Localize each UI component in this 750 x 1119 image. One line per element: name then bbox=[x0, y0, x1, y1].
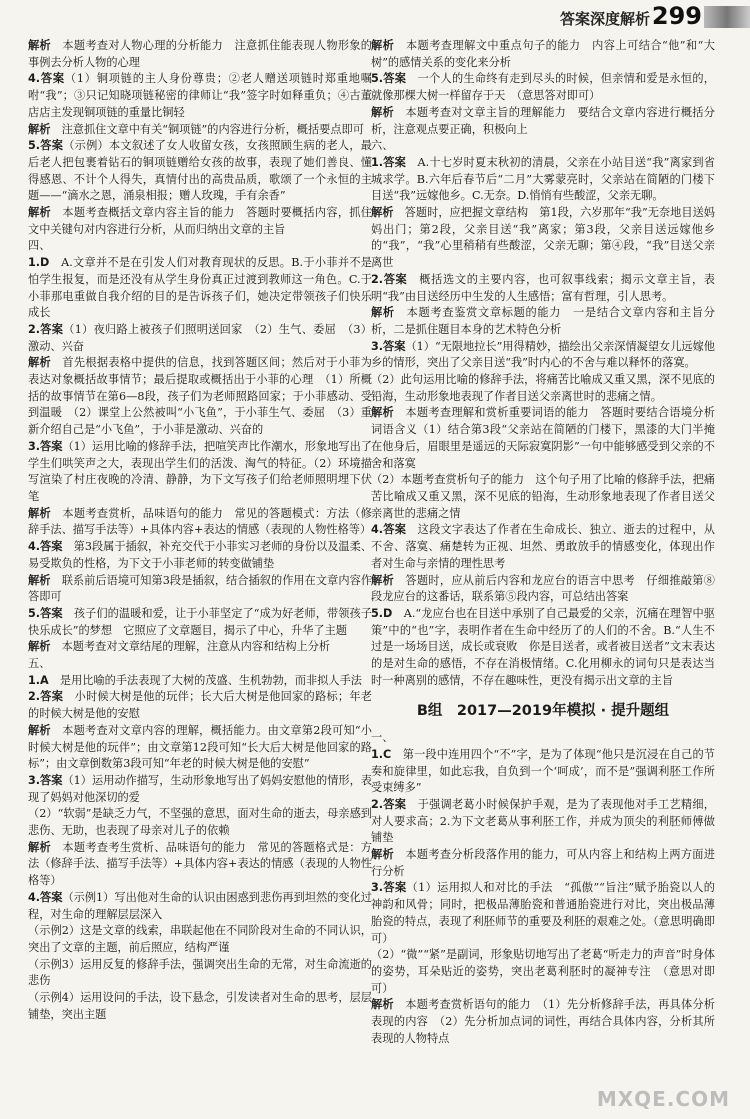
paragraph-text: 五、 bbox=[28, 657, 51, 671]
paragraph-text: 本题考查考生赏析、品味语句的能力 常见的答题格式是：方法（修辞手法、描写手法等）+具体内容+表达的情感（表现的人物性格等） bbox=[28, 840, 372, 888]
paragraph-lead: 3.答案 bbox=[28, 773, 63, 787]
paragraph-lead: 解析 bbox=[28, 122, 51, 136]
answer-paragraph bbox=[28, 923, 372, 956]
paragraph-text: （1）“无限地拉长”用得精妙，描绘出父亲深情凝望女儿远嫁他乡的情形，突出了父亲目送“我”时内心的不舍与难以释怀的落寞。 bbox=[371, 339, 715, 370]
answer-paragraph bbox=[28, 71, 372, 121]
answer-paragraph bbox=[28, 840, 372, 890]
paragraph-text: 本题考查对文章内容的理解，概括能力。由文章第2段可知“小时候大树是他的玩伴”；由文章第12段可知“长大后大树是他回家的路标”；由文章倒数第3段可知“年老的时候大树是他的安慰” bbox=[28, 723, 372, 771]
paragraph-text: 答题时，应把握文章结构 第1段，六岁那年“我”无奈地目送妈妈出门；第2段，父亲目送“我”离家；第3段，父亲目送远嫁他乡的“我”，“我”心里稍稍有些酸涩，父亲无聊；第④段，“我”目送父亲离世 bbox=[371, 206, 715, 270]
header-decoration bbox=[704, 6, 750, 28]
answer-paragraph bbox=[371, 573, 715, 606]
paragraph-lead: 2.答案 bbox=[28, 690, 64, 704]
paragraph-lead: 5.D bbox=[371, 606, 393, 620]
paragraph-lead: 解析 bbox=[28, 840, 51, 854]
paragraph-lead: 1.A bbox=[28, 673, 49, 687]
paragraph-text: 联系前后语境可知第3段是插叙，结合插叙的作用在文章内容作答即可 bbox=[28, 573, 372, 604]
paragraph-text: 小时候大树是他的玩伴；长大后大树是他回家的路标；年老的时候大树是他的安慰 bbox=[28, 690, 372, 721]
watermark-logo bbox=[550, 1051, 730, 1111]
paragraph-text: （1）夜归路上被孩子们照明送回家 （2）生气、委屈 （3）激动、兴奋 bbox=[28, 322, 372, 353]
answer-paragraph bbox=[28, 606, 372, 639]
paragraph-lead: 3.答案 bbox=[371, 339, 406, 353]
answer-paragraph bbox=[28, 355, 372, 439]
answer-paragraph bbox=[371, 339, 715, 372]
answer-paragraph bbox=[371, 372, 715, 405]
answer-paragraph bbox=[371, 405, 715, 472]
paragraph-lead: 4.答案 bbox=[28, 540, 63, 554]
paragraph-lead: 3.答案 bbox=[28, 439, 63, 453]
paragraph-text: 本题考查对文章主旨的理解能力 要结合文章内容进行概括分析，注意观点要正确，积极向上 bbox=[371, 105, 715, 136]
paragraph-lead: 解析 bbox=[371, 573, 394, 587]
paragraph-text: 一个人的生命终有走到尽头的时候，但亲情和爱是永恒的，就像那棵大树一样留存于天 （意思答对即可） bbox=[371, 72, 715, 103]
paragraph-text: 本题考查理解文中重点句子的能力 内容上可结合“他”和“大树”的感情关系的变化来分析 bbox=[371, 39, 715, 69]
paragraph-lead: 2.答案 bbox=[371, 272, 408, 286]
answer-paragraph bbox=[28, 957, 372, 990]
answer-paragraph bbox=[28, 673, 372, 690]
paragraph-text: （示例3）运用反复的修辞手法，强调突出生命的无常，对生命流逝的悲伤 bbox=[28, 957, 372, 988]
answer-paragraph bbox=[28, 255, 372, 322]
paragraph-text: （1）运用比喻的修辞手法，把喧笑声比作潮水，形象地写出了学生们哄笑声之大，表现出学生们的活泼、淘气的特征。（2）环境描写渲染了村庄夜晚的冷清、静静，为下文写孩子们给老师照明埋下伏笔 bbox=[28, 439, 372, 503]
paragraph-lead: 4.答案 bbox=[371, 523, 407, 537]
paragraph-text: 六、 bbox=[371, 139, 394, 153]
paragraph-lead: 1.C bbox=[371, 747, 392, 761]
paragraph-text: 注意抓住文章中有关“铜项链”的内容进行分析，概括要点即可 bbox=[50, 122, 364, 136]
answer-paragraph bbox=[28, 539, 372, 572]
answer-paragraph bbox=[371, 747, 715, 797]
paragraph-lead: 5.答案 bbox=[28, 606, 63, 620]
answer-paragraph bbox=[28, 506, 372, 539]
answer-paragraph bbox=[371, 880, 715, 947]
paragraph-text: 第3段属于插叙，补充交代于小菲实习老师的身份以及温柔、易受欺负的性格，为下文于小菲老师的转变做铺垫 bbox=[28, 540, 372, 570]
paragraph-text: 本题考查分析段落作用的能力，可从内容上和结构上两方面进行分析 bbox=[371, 848, 715, 878]
paragraph-lead: 解析 bbox=[371, 306, 395, 320]
answer-paragraph bbox=[28, 238, 372, 255]
answer-paragraph bbox=[371, 472, 715, 522]
answer-paragraph bbox=[371, 71, 715, 104]
answer-paragraph bbox=[371, 847, 715, 880]
paragraph-lead: 解析 bbox=[28, 573, 51, 587]
paragraph-text: （2）“微”“紧”是副词，形象贴切地写出了老葛“听走力的声音”时身体的姿势，耳朵贴近的姿势，突出老葛利胚时的凝神专注 （意思对即可） bbox=[371, 948, 715, 995]
paragraph-text: 本题考查对文章结尾的理解，注意从内容和结构上分析 bbox=[50, 640, 331, 654]
answer-paragraph bbox=[371, 606, 715, 690]
header-section-label: 答案深度解析 bbox=[559, 10, 650, 28]
answer-paragraph bbox=[371, 138, 715, 155]
right-column bbox=[371, 38, 715, 1047]
answer-paragraph bbox=[28, 890, 372, 923]
page-number: 299 bbox=[651, 2, 702, 30]
paragraph-text: （2）本题考查赏析句子的能力 这个句子用了比喻的修辞手法，把痛苦比喻成又重又黑，深不见底的铅海，生动形象地表现了作者目送父亲离世的悲痛之情 bbox=[371, 473, 715, 520]
paragraph-text: 第一段中连用四个“不”字，是为了体现“他只是沉浸在自己的节奏和旋律里，如此忘我，自负到一个‘呵成’，而不是”强调利胚工作所受束缚多” bbox=[371, 747, 715, 795]
paragraph-text: 一、 bbox=[371, 731, 394, 745]
paragraph-text: 本题考查赏析，品味语句的能力 常见的答题模式：方法（修辞手法、描写手法等）+具体内容+表达的情感（表现的人物性格等） bbox=[28, 506, 372, 537]
paragraph-lead: 4.答案 bbox=[28, 72, 65, 86]
paragraph-text: 本题考查概括文章内容主旨的能力 答题时要概括内容，抓住文中关键句对内容进行分析，从而归纳出文章的主旨 bbox=[28, 206, 372, 236]
paragraph-text: 四、 bbox=[28, 239, 51, 253]
paragraph-lead: 5.答案 bbox=[371, 72, 407, 86]
answer-paragraph bbox=[28, 773, 372, 806]
answer-paragraph bbox=[28, 322, 372, 355]
paragraph-lead: 2.答案 bbox=[371, 797, 407, 811]
paragraph-text: 概括选文的主要内容，也可叙事线索；揭示文章主旨，表明“我”由目送经历中生发的人生感悟；富有哲理，引人思考。 bbox=[371, 272, 715, 303]
paragraph-text: A.“龙应台也在目送中承别了自己最爱的父亲，沉痛在理智中驱策”中的“也”字，表明作者在生命中经历了的人们的不舍。B.“人生不过是一场场目送，成长或衰败 你是目送者，或者被目送者”文末表达的是对生命的感悟，不存在消极情绪。C.化用柳永的词句只是表达当时一种离别的感情，不存在趣味性，更没有揭示出文章的主旨 bbox=[371, 606, 715, 687]
paragraph-text: （1）运用动作描写，生动形象地写出了妈妈安慰他的情形，表现了妈妈对他深切的爱 bbox=[28, 773, 372, 804]
section-b-heading: B组 2017—2019年模拟 · 提升题组 bbox=[416, 703, 670, 720]
paragraph-text: （2）“软弱”是缺乏力气，不坚强的意思，面对生命的逝去，母亲感到悲伤、无助，也表现了母亲对儿子的依赖 bbox=[28, 807, 372, 838]
paragraph-lead: 解析 bbox=[371, 105, 394, 119]
answer-paragraph bbox=[28, 990, 372, 1023]
answer-paragraph bbox=[371, 797, 715, 847]
paragraph-text: 答题时，应从前后内容和龙应台的语言中思考 仔细推敲第⑧段龙应台的这番话，联系第⑤段内容，可总结出答案 bbox=[371, 573, 715, 604]
paragraph-text: 本题考查赏析语句的能力 （1）先分析修辞手法，再具体分析表现的内容 （2）先分析加点词的词性，再结合具体内容，分析其所表现的人物特点 bbox=[371, 998, 715, 1045]
answer-paragraph bbox=[371, 155, 715, 205]
paragraph-lead: 解析 bbox=[371, 406, 394, 420]
left-column bbox=[28, 38, 372, 1023]
paragraph-lead: 3.答案 bbox=[371, 881, 407, 895]
answer-paragraph bbox=[28, 439, 372, 506]
answer-paragraph bbox=[28, 689, 372, 722]
answer-paragraph bbox=[28, 656, 372, 673]
paragraph-text: 这段文字表达了作者在生命成长、独立、逝去的过程中，从不舍、落寞、痛楚转为正视、坦然、勇敢放手的情感变化，体现出作者对生命与亲情的理性思考 bbox=[371, 523, 715, 570]
paragraph-lead: 解析 bbox=[371, 39, 395, 52]
paragraph-text: （示例4）运用设问的手法，设下悬念，引发读者对生命的思考，层层铺垫，突出主题 bbox=[28, 991, 372, 1021]
paragraph-text: 本题考查理解和赏析重要词语的能力 答题时要结合语境分析词语含义（1）结合第3段“父亲站在简陋的门楼下，黑漆的大门半掩在他身后，眉眼里是遥远的天际寂寞阴影”一句中能够感受到父亲的不舍和落寞 bbox=[371, 406, 715, 470]
paragraph-text: （示例2）这是文章的线索，串联起他在不同阶段对生命的不同认识，突出了文章的主题，前后照应，结构严谨 bbox=[28, 924, 372, 954]
paragraph-lead: 1.答案 bbox=[371, 155, 407, 169]
answer-paragraph bbox=[28, 573, 372, 606]
answer-paragraph bbox=[371, 38, 715, 71]
paragraph-lead: 1.D bbox=[28, 256, 50, 270]
answer-paragraph bbox=[371, 947, 715, 997]
answer-paragraph bbox=[371, 522, 715, 572]
paragraph-lead: 解析 bbox=[28, 206, 51, 220]
paragraph-lead: 解析 bbox=[28, 640, 51, 654]
answer-paragraph bbox=[28, 639, 372, 656]
paragraph-lead: 解析 bbox=[371, 848, 394, 862]
paragraph-text: 是用比喻的手法表现了大树的茂盛、生机勃勃，而非拟人手法 bbox=[48, 673, 362, 687]
paragraph-text: （1）铜项链的主人身份尊贵；②老人赠送项链时郑重地嘱咐“我”；③只记知晓项链秘密的律师让“我”签字时如释重负；④古董店店主发现铜项链的重量比铜轻 bbox=[28, 72, 372, 119]
answer-paragraph bbox=[371, 105, 715, 138]
answer-paragraph bbox=[371, 997, 715, 1047]
answer-paragraph bbox=[28, 122, 372, 139]
paragraph-text: （1）运用拟人和对比的手法 “孤傲”“旨注”赋予胎瓷以人的神韵和风骨；同时，把极品薄胎瓷和普通胎瓷进行对比，突出极品薄胎瓷的特点，表现了利胚师节的重要及利胚的艰难之处。（意思明确即可） bbox=[371, 881, 715, 945]
answer-paragraph bbox=[28, 806, 372, 839]
answer-paragraph bbox=[28, 205, 372, 238]
paragraph-lead: 解析 bbox=[28, 506, 51, 520]
paragraph-text: A.文章并不是在引发人们对教育现状的反思。B.于小菲并不是怕学生报复，而是还没有从学生身份真正过渡到教师这一角色。C.于小菲那电重做自我介绍的目的是告诉孩子们，她决定带领孩子们快乐成长 bbox=[28, 256, 372, 320]
paragraph-lead: 4.答案 bbox=[28, 890, 63, 904]
paragraph-lead: 解析 bbox=[371, 998, 394, 1012]
answer-paragraph bbox=[28, 38, 372, 71]
paragraph-lead: 解析 bbox=[28, 356, 51, 370]
paragraph-lead: 5.答案 bbox=[28, 139, 64, 153]
answer-paragraph bbox=[371, 272, 715, 305]
paragraph-text: （示例1）写出他对生命的认识由困惑到悲伤再到坦然的变化过程，对生命的理解层层深入 bbox=[28, 890, 372, 921]
page-header bbox=[0, 0, 750, 40]
answer-paragraph bbox=[28, 723, 372, 773]
paragraph-text: （2）此句运用比喻的修辞手法，将痛苦比喻成又重又黑，深不见底的铅海，生动形象地表现了作者目送父亲离世时的悲痛之情。 bbox=[371, 373, 715, 403]
paragraph-text: 本题考查鉴赏文章标题的能力 一是结合文章内容和主旨分析，二是抓住题目本身的艺术特色分析 bbox=[371, 306, 715, 336]
paragraph-lead: 解析 bbox=[28, 39, 51, 52]
paragraph-text: （示例）本文叙述了女人收留女孩，女孩照顾生病的老人，最后老人把包裹着钻石的铜项链赠给女孩的故事，表现了她们善良、懂得感恩、不计个人得失，真情付出的高贵品质，歌颂了一个永恒的主题——“滴水之恩，涌泉相报；赠人玫瑰，手有余香” bbox=[28, 139, 372, 203]
answer-paragraph bbox=[371, 305, 715, 338]
answer-paragraph bbox=[28, 138, 372, 205]
watermark-text: MXQE.COM bbox=[596, 1087, 730, 1111]
paragraph-lead: 2.答案 bbox=[28, 322, 64, 336]
paragraph-text: 本题考查对人物心理的分析能力 注意抓住能表现人物形象的事例去分析人物的心理 bbox=[28, 39, 372, 69]
answer-paragraph bbox=[371, 205, 715, 272]
paragraph-lead: 解析 bbox=[28, 723, 51, 737]
paragraph-lead: 解析 bbox=[371, 206, 394, 220]
paragraph-text: 孩子们的温暖和爱，让于小菲坚定了“成为好老师，带领孩子快乐成长”的梦想 它照应了文章题目，揭示了中心，升华了主题 bbox=[28, 606, 372, 637]
paragraph-text: 于强调老葛小时候保护手观，是为了表现他对手工艺精细，对人要求高；2.为下文老葛从事利胚工作，并成为顶尖的利胚师傅做铺垫 bbox=[371, 797, 715, 845]
answer-paragraph bbox=[371, 730, 715, 747]
paragraph-text: 首先根据表格中提供的信息，找到答题区间；然后对于小菲为表达对象概括故事情节；最后提取或概括出于小菲的心理 （1）所概括的故事情节在第6—8段，孩子们为老师照路回家；于小菲感动、受到温暖 （2）课堂上公然被叫“小飞鱼”，于小菲生气、委屈 （3）重新介绍自己是“小飞鱼”，于小菲是激动、兴奋的 bbox=[28, 356, 372, 437]
paragraph-text: A.十七岁时夏末秋初的清晨，父亲在小站目送“我”离家到省城求学。B.六年后春节后“二月”大雾蒙亮时，父亲站在简陋的门楼下目送“我”远嫁他乡。C.无奈。D.悄悄有些酸涩，父亲无聊。 bbox=[371, 155, 715, 203]
